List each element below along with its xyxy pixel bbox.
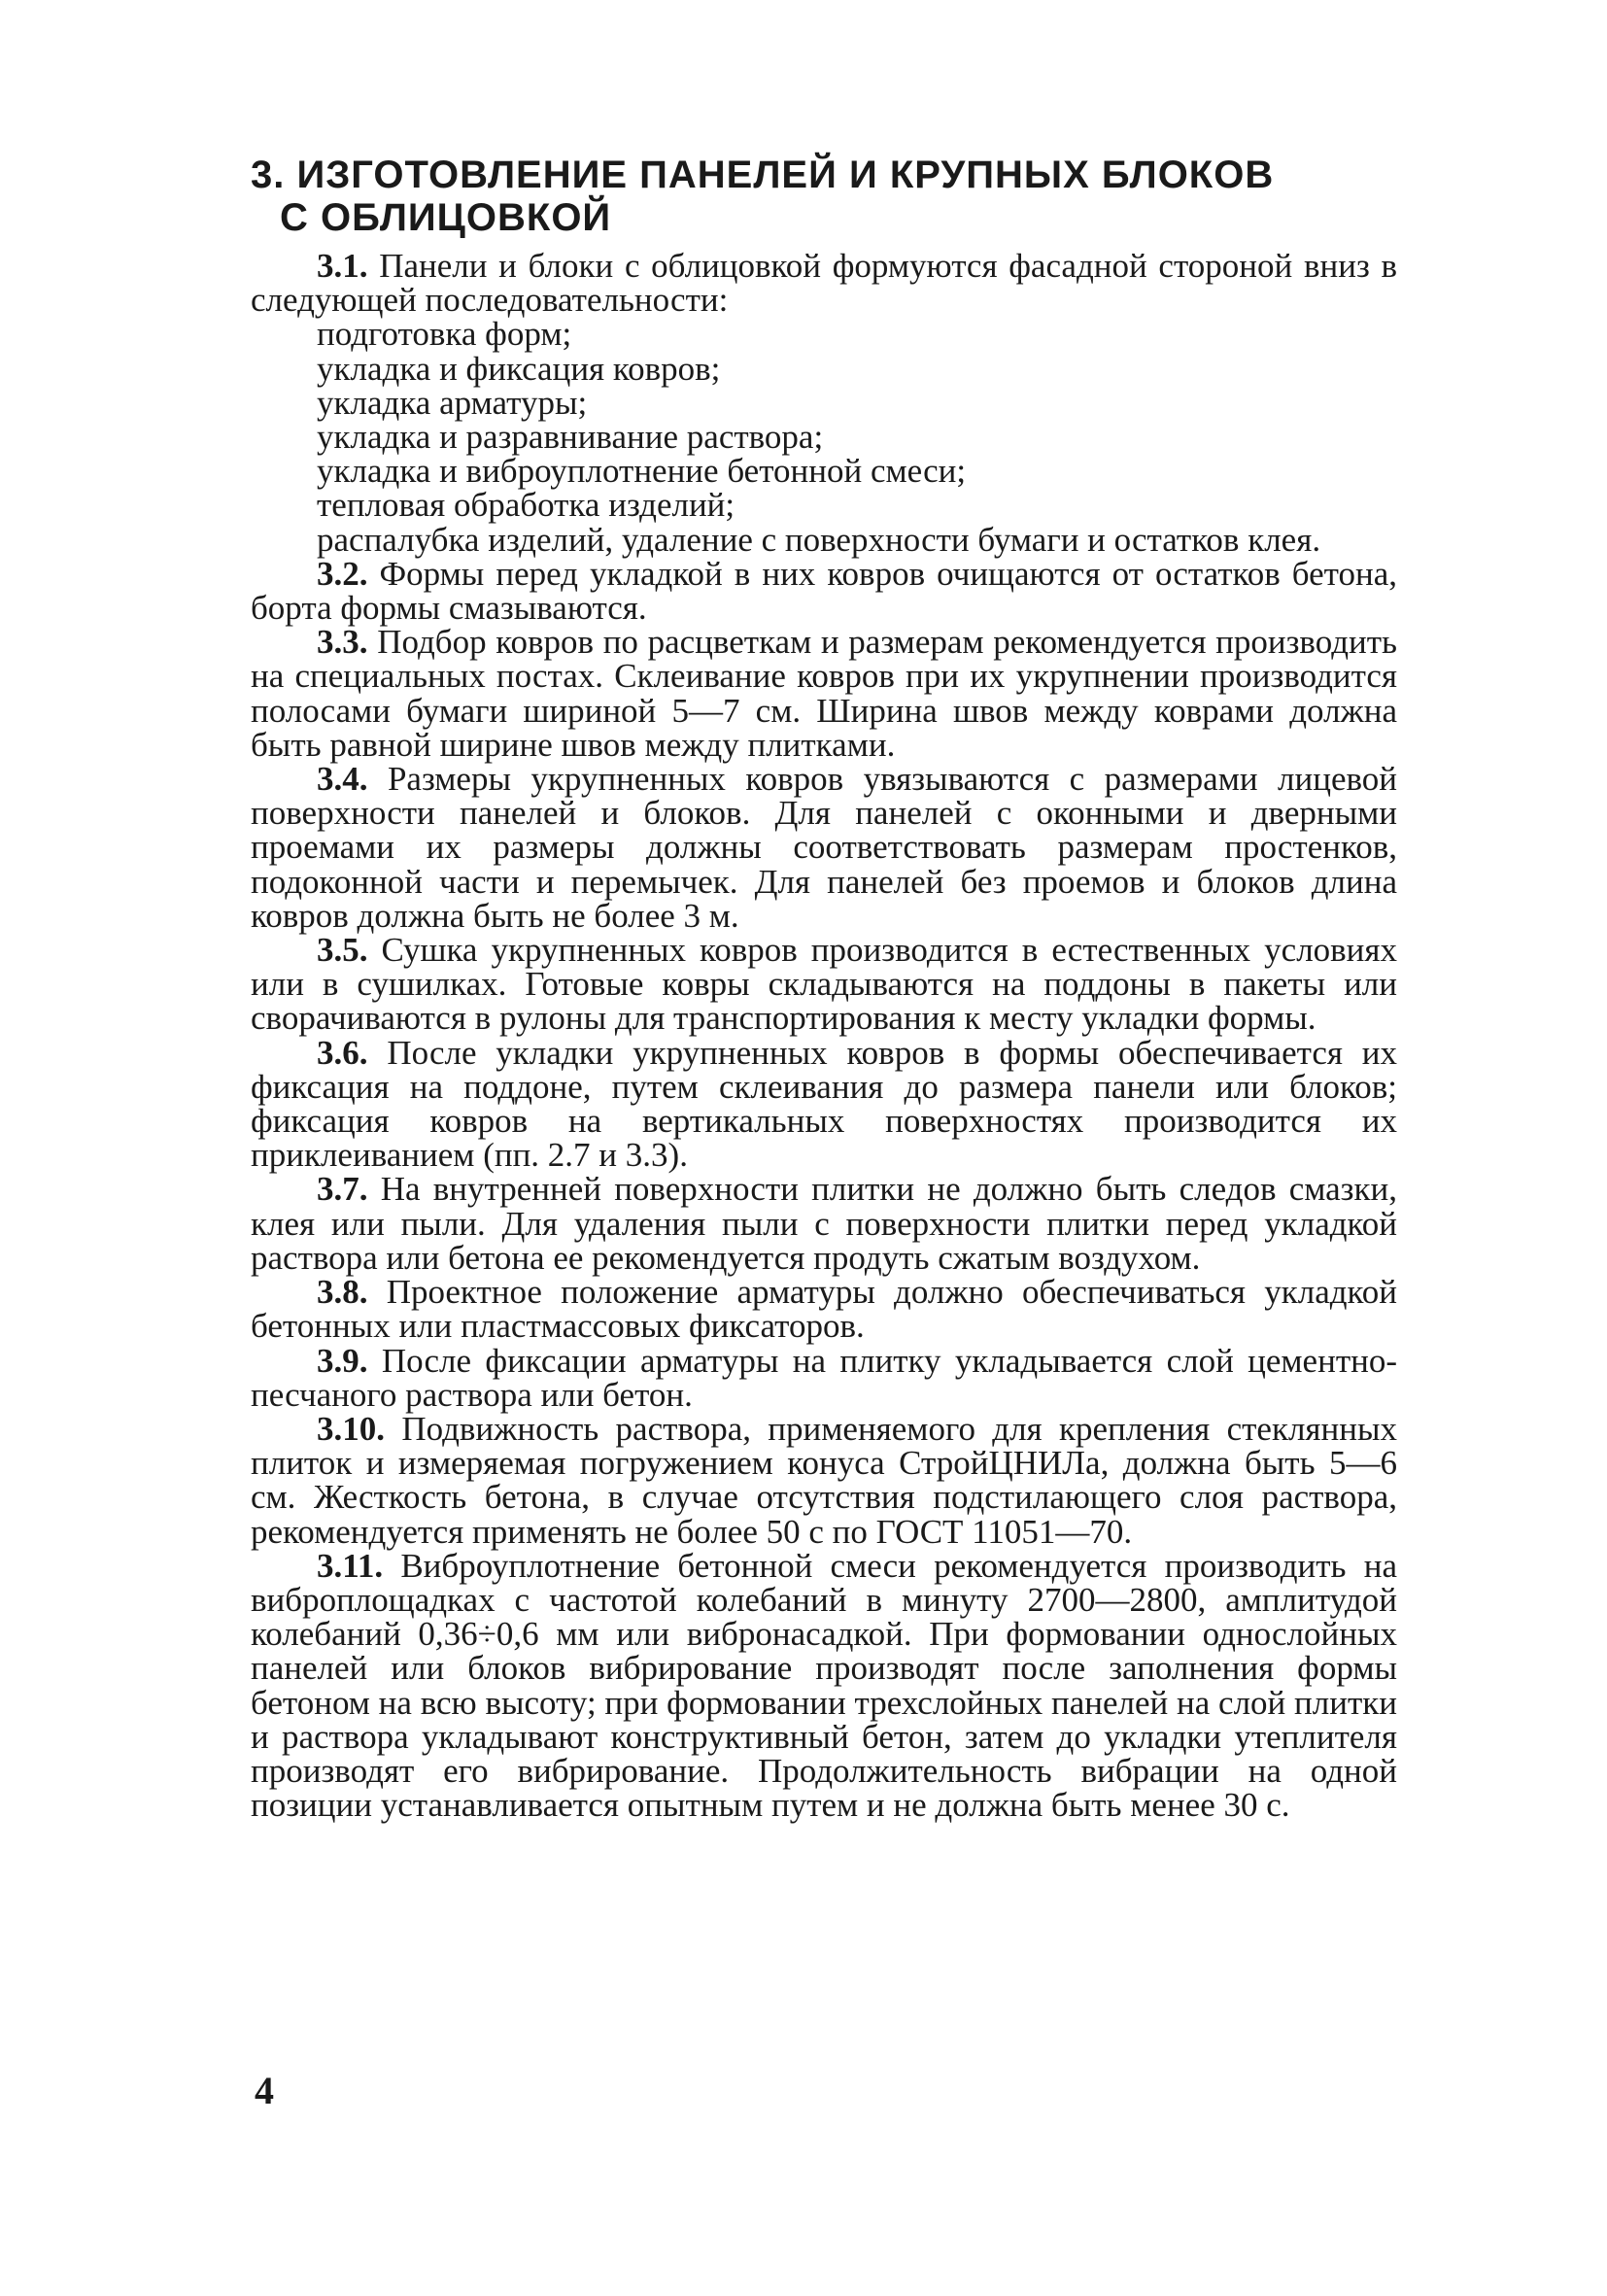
section-body <box>251 247 1398 1825</box>
list-item: тепловая обработка изделий; <box>317 486 735 525</box>
paragraph-3-4 <box>251 762 1397 933</box>
paragraph-number: 3.9. <box>317 1341 368 1380</box>
paragraph-number: 3.4. <box>317 760 368 799</box>
paragraph-text: На внутренней поверхности плитки не должно быть следов смазки, клея или пыли. Для удаления пыли с поверхности плитки перед укладкой раствора или бетона ее рекомендуется продуть сжатым воздухом. <box>251 1170 1397 1277</box>
paragraph-number: 3.1. <box>317 247 368 285</box>
paragraph-text: Проектное положение арматуры должно обеспечиваться укладкой бетонных или пластмассовых фиксаторов. <box>251 1273 1397 1346</box>
paragraph-text: Панели и блоки с облицовкой формуются фасадной стороной вниз в следующей последовательности: <box>251 247 1397 320</box>
paragraph-text: После укладки укрупненных ковров в формы обеспечивается их фиксация на поддоне, путем склеивания до размера панели или блоков; фиксация ковров на вертикальных поверхностях производится их приклеиванием (пп. 2.7 и 3.3). <box>251 1033 1398 1175</box>
paragraph-3-5 <box>251 933 1397 1036</box>
paragraph-number: 3.8. <box>317 1273 368 1312</box>
paragraph-3-10 <box>251 1409 1397 1551</box>
paragraph-number: 3.5. <box>317 931 368 970</box>
list-item: подготовка форм; <box>317 315 572 354</box>
list-item: распалубка изделий, удаление с поверхности бумаги и остатков клея. <box>317 520 1321 559</box>
paragraph-text: Подвижность раствора, применяемого для крепления стеклянных плиток и измеряемая погружением конуса СтройЦНИЛа, должна быть 5—6 см. Жесткость бетона, в случае отсутствия подстилающего слоя раствора, рекомендуется применять не более 50 с по ГОСТ 11051—70. <box>251 1409 1397 1551</box>
paragraph-3-7 <box>251 1172 1397 1275</box>
paragraph-number: 3.11. <box>317 1546 384 1585</box>
paragraph-text: После фиксации арматуры на плитку укладывается слой цементно-песчаного раствора или бетон. <box>251 1341 1398 1414</box>
paragraph-text: Размеры укрупненных ковров увязываются с размерами лицевой поверхности панелей и блоков. Для панелей с оконными и дверными проемами их размеры должны соответствовать размерам простенков, подоконной части и перемычек. Для панелей без проемов и блоков длина ковров должна быть не более 3 м. <box>251 760 1397 935</box>
paragraph-number: 3.3. <box>317 623 368 662</box>
paragraph-3-8 <box>251 1273 1397 1346</box>
heading-line-2: С ОБЛИЦОВКОЙ <box>280 196 612 239</box>
paragraph-3-1 <box>251 247 1397 320</box>
paragraph-3-2 <box>251 554 1398 628</box>
heading-line-1: 3. ИЗГОТОВЛЕНИЕ ПАНЕЛЕЙ И КРУПНЫХ БЛОКОВ <box>251 154 1275 196</box>
paragraph-number: 3.10. <box>317 1409 385 1448</box>
paragraph-number: 3.6. <box>317 1033 368 1072</box>
paragraph-3-9 <box>251 1341 1398 1414</box>
paragraph-text: Подбор ковров по расцветкам и размерам рекомендуется производить на специальных постах. Склеивание ковров при их укрупнении производится полосами бумаги шириной 5—7 см. Ширина швов между коврами должна быть равной ширине швов между плитками. <box>251 623 1397 764</box>
paragraph-3-6 <box>251 1033 1398 1175</box>
paragraph-text: Формы перед укладкой в них ковров очищаются от остатков бетона, борта формы смазываются. <box>251 554 1398 628</box>
paragraph-number: 3.7. <box>317 1170 368 1209</box>
list-item: укладка и разравнивание раствора; <box>317 418 824 457</box>
page-content <box>251 154 1398 1825</box>
list-item: укладка арматуры; <box>317 383 588 422</box>
paragraph-text: Виброуплотнение бетонной смеси рекомендуется производить на виброплощадках с частотой колебаний в минуту 2700—2800, амплитудой колебаний 0,36÷0,6 мм или вибронасадкой. При формовании однослойных панелей или блоков вибрирование производят после заполнения формы бетоном на всю высоту; при формовании трехслойных панелей на слой плитки и раствора укладывают конструктивный бетон, затем до укладки утеплителя производят его вибрирование. Продолжительность вибрации на одной позиции устанавливается опытным путем и не должна быть менее 30 с. <box>251 1546 1397 1825</box>
list-item: укладка и виброуплотнение бетонной смеси; <box>317 452 967 491</box>
paragraph-3-11 <box>251 1546 1397 1825</box>
paragraph-3-3 <box>251 625 1397 762</box>
list-item: укладка и фиксация ковров; <box>317 349 721 388</box>
section-heading <box>251 154 1397 239</box>
page-number: 4 <box>255 2069 274 2112</box>
paragraph-number: 3.2. <box>317 554 368 593</box>
paragraph-text: Сушка укрупненных ковров производится в естественных условиях или в сушилках. Готовые ковры складываются на поддоны в пакеты или сворачиваются в рулоны для транспортирования к месту укладки формы. <box>251 931 1398 1038</box>
